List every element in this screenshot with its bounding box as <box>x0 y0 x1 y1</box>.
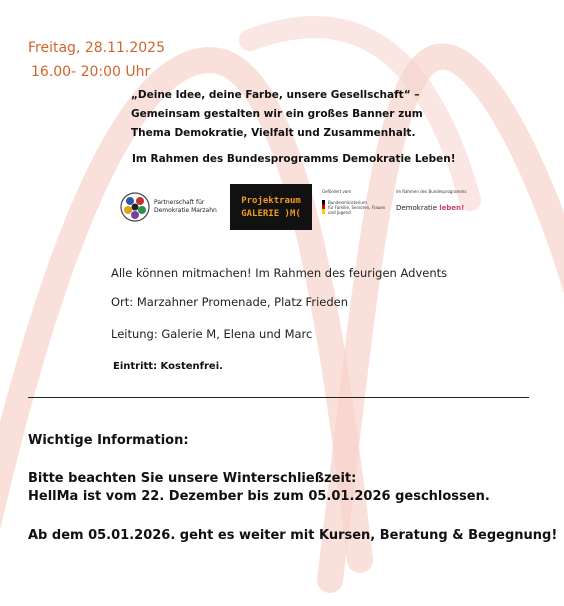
partnerschaft-logo <box>120 185 220 229</box>
demokratie-leben-logo <box>396 206 466 211</box>
dl-demokratie-text: Demokratie <box>396 204 438 212</box>
section-divider <box>28 397 529 398</box>
partnerschaft-emblem-icon <box>120 192 150 222</box>
bmfsfj-logo <box>322 185 468 229</box>
partner-name-line: Demokratie Marzahn <box>154 207 217 214</box>
bundesprogramm-label: im Rahmen des Bundesprogramms <box>396 189 467 194</box>
event-description <box>131 86 423 143</box>
admission-text: Eintritt: Kostenfrei. <box>113 361 223 372</box>
description-line: „Deine Idee, deine Farbe, unsere Gesellschaft“ – <box>131 89 420 101</box>
closure-dates-text: HellMa ist vom 22. Dezember bis zum 05.01.2026 geschlossen. <box>28 489 490 504</box>
german-flag-icon <box>322 200 325 214</box>
galerie-logo-line: Projektraum <box>241 195 301 206</box>
location-text: Ort: Marzahner Promenade, Platz Frieden <box>111 295 348 309</box>
description-line: Gemeinsam gestalten wir ein großes Banner zum <box>131 108 423 120</box>
ministry-line: und Jugend <box>328 210 351 215</box>
ministry-line: Bundesministerium <box>328 200 367 205</box>
gefoerdert-label: Gefördert vom <box>322 189 352 194</box>
event-date: Freitag, 28.11.2025 <box>28 40 165 56</box>
partner-name-line: Partnerschaft für <box>154 199 205 206</box>
description-line: Thema Demokratie, Vielfalt und Zusammenhalt. <box>131 127 416 139</box>
sponsor-logos <box>120 184 468 230</box>
reopening-text: Ab dem 05.01.2026. geht es weiter mit Kursen, Beratung & Begegnung! <box>28 528 558 543</box>
ministry-line: für Familie, Senioren, Frauen <box>328 205 386 210</box>
leadership-text: Leitung: Galerie M, Elena und Marc <box>111 327 313 341</box>
dl-leben-text: leben! <box>439 204 465 212</box>
winter-closure-notice: Bitte beachten Sie unsere Winterschließzeit: <box>28 471 357 486</box>
event-time: 16.00- 20:00 Uhr <box>31 64 151 80</box>
participation-text: Alle können mitmachen! Im Rahmen des feurigen Advents <box>111 266 448 280</box>
galerie-m-logo <box>230 184 312 230</box>
galerie-logo-line: GALERIE )M( <box>241 208 301 219</box>
info-heading: Wichtige Information: <box>28 433 189 448</box>
program-line: Im Rahmen des Bundesprogramms Demokratie Leben! <box>132 153 456 165</box>
